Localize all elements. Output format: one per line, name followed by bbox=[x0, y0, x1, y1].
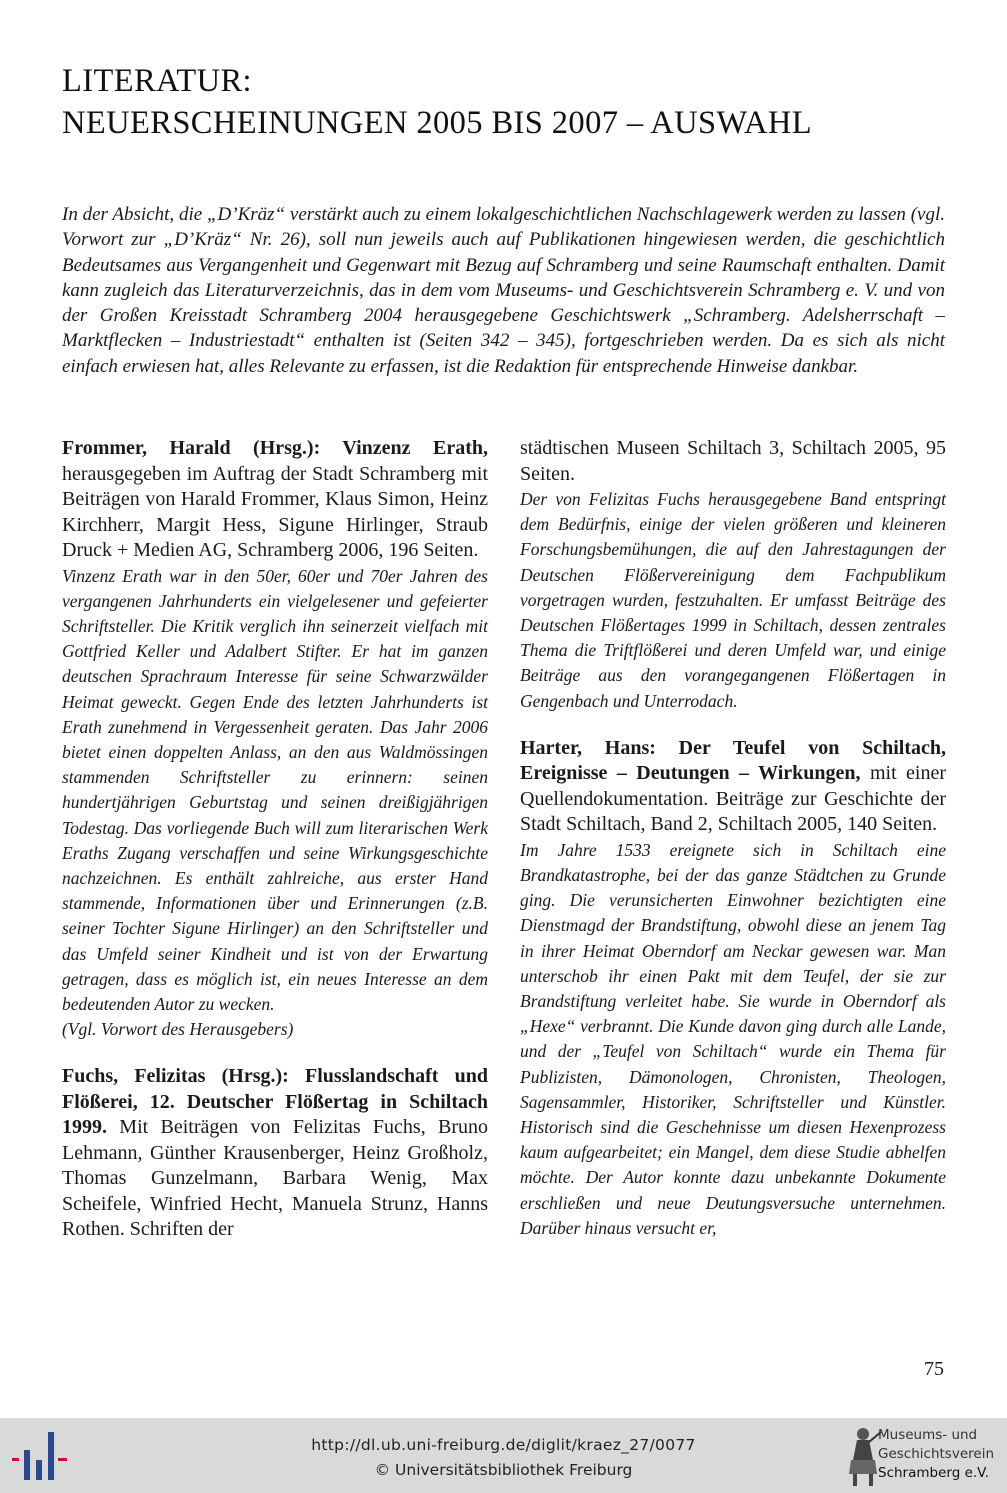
entry-heading bbox=[520, 736, 946, 838]
literature-entry-frommer bbox=[62, 436, 488, 1042]
literature-entry-harter bbox=[520, 736, 946, 1241]
entry-heading-rest: mit einer Quellendokumentation. Beiträge zur Geschichte der Stadt Schiltach, Band 2, Schiltach 2005, 140 Seiten. bbox=[520, 762, 947, 836]
title-line-2: NEUERSCHEINUNGEN 2005 BIS 2007 – AUSWAHL bbox=[62, 105, 812, 141]
page-title bbox=[62, 60, 952, 144]
horseman-figure-icon bbox=[843, 1424, 883, 1488]
org-line-1: Museums- und bbox=[878, 1427, 978, 1443]
museum-society-label bbox=[878, 1426, 1004, 1483]
footer-bar bbox=[0, 1418, 1007, 1493]
entry-description: Vinzenz Erath war in den 50er, 60er und 70er Jahren des vergangenen Jahrhunderts ein vielgelesener und gefeierter Schriftsteller. Die Kritik verglich ihn seinerzeit vielfach mit Gottfried Keller und Adalbert Stifter. Er hat im ganzen deutschen Sprachraum Interesse für seine Schwarzwälder Heimat geweckt. Gegen Ende des letzten Jahrhunderts ist Erath zunehmend in Vergessenheit geraten. Das Jahr 2006 bietet einen doppelten Anlass, an den aus Waldmössingen stammenden Schriftsteller zu erinnern: seinen hundertjährigen Geburtstag und seinen dreißigjährigen Todestag. Das vorliegende Buch will zum literarischen Werk Eraths Zugang verschaffen und seine Wirkungsgeschichte nachzeichnen. Es enthält zahlreiche, aus erster Hand stammende, Informationen über und Erinnerungen (z.B. seiner Tochter Sigune Hirlinger) an den Schriftsteller und das Umfeld seiner Kindheit und ist von der Erwartung getragen, dass es möglich ist, ein neues Interesse an dem bedeutenden Autor zu wecken. bbox=[62, 565, 488, 1014]
title-line-1: LITERATUR: bbox=[62, 63, 252, 99]
copyright-notice: © Universitätsbibliothek Freiburg bbox=[374, 1461, 633, 1479]
entry-heading-rest: herausgegeben im Auftrag der Stadt Schramberg mit Beiträgen von Harald Frommer, Klaus Simon, Heinz Kirchherr, Margit Hess, Sigune Hirlinger, Straub Druck + Medien AG, Schramberg 2006, 196 Seiten. bbox=[62, 462, 488, 561]
entry-heading bbox=[62, 1064, 488, 1243]
intro-paragraph: In der Absicht, die „D’Kräz“ verstärkt auch zu einem lokalgeschichtlichen Nachschlagewerk werden zu lassen (vgl. Vorwort zur „D’Kräz“ Nr. 26), soll nun jeweils auch auf Publikationen hingewiesen werden, die geschichtlich Bedeutsames aus Vergangenheit und Gegenwart mit Bezug auf Schramberg und seine Raumschaft enthalten. Damit kann zugleich das Literaturverzeichnis, das in dem vom Museums- und Geschichtsverein Schramberg e. V. und von der Großen Kreisstadt Schramberg 2004 herausgegebene Geschichtswerk „Schramberg. Adelsherrschaft – Marktflecken – Industriestadt“ enthalten ist (Seiten 342 – 345), fortgeschrieben werden. Da es sich als nicht einfach erwiesen hat, alles Relevante zu erfassen, ist die Redaktion für entsprechende Hinweise dankbar. bbox=[62, 204, 945, 377]
literature-entry-fuchs-continued bbox=[520, 436, 946, 714]
entry-description: Der von Felizitas Fuchs herausgegebene Band entspringt dem Bedürfnis, einige der vielen größeren und kleineren Forschungsbemühungen, die auf den Jahrestagungen der Deutschen Flößervereinigung dem Fachpublikum vorgetragen wurden, festzuhalten. Er umfasst Beiträge des Deutschen Flößertages 1999 in Schiltach, dessen zentrales Thema die Triftflößerei und deren Umfeld war, und einige Beiträge aus den vorangegangenen Flößertagen in Gengenbach und Unterrodach. bbox=[520, 489, 946, 711]
entry-note: (Vgl. Vorwort des Herausgebers) bbox=[62, 1019, 294, 1040]
entry-heading-bold: Frommer, Harald (Hrsg.): Vinzenz Erath, bbox=[62, 437, 488, 459]
left-column bbox=[62, 436, 488, 1265]
entry-description: Im Jahre 1533 ereignete sich in Schiltach eine Brandkatastrophe, bei der das ganze Städtchen zu Grunde ging. Die verunsicherten Einwohner bezichtigten eine Dienstmagd der Brandstiftung, obwohl diese an jenem Tag in ihrer Heimat Oberndorf am Neckar gewesen war. Man unterschob ihr einen Pakt mit dem Teufel, der sie zur Brandstiftung verleitet habe. Sie wurde in Oberndorf als „Hexe“ verbrannt. Die Kunde davon ging durch alle Lande, und der „Teufel von Schiltach“ wurde ein Thema für Publizisten, Dämonologen, Chronisten, Theologen, Sagensammler, Historiker, Schriftsteller und Künstler. Historisch sind die Geschehnisse um diesen Hexenprozess kaum aufgearbeitet; ein Mangel, dem diese Studie abhelfen möchte. Der Autor konnte dazu unbekannte Dokumente erschließen und neue Deutungsversuche unternehmen. Darüber hinaus versucht er, bbox=[520, 839, 946, 1238]
literature-entry-fuchs bbox=[62, 1064, 488, 1243]
entry-heading-bold: Harter, Hans: Der Teufel von Schiltach, Ereignisse – Deutungen – Wirkungen, bbox=[520, 736, 946, 785]
entry-heading-rest: Mit Beiträgen von Felizitas Fuchs, Bruno Lehmann, Günther Krausenberger, Heinz Großholz, Thomas Gunzelmann, Barbara Wenig, Max Scheifele, Winfried Hecht, Manuela Strunz, Hanns Rothen. Schriften der bbox=[62, 1116, 488, 1241]
entry-heading bbox=[62, 436, 488, 564]
entry-heading-bold: Fuchs, Felizitas (Hrsg.): Flusslandschaft und Flößerei, 12. Deutscher Flößertag in Schiltach 1999. bbox=[62, 1065, 488, 1139]
org-line-3: Schramberg e.V. bbox=[878, 1465, 989, 1481]
entry-heading-continued: städtischen Museen Schiltach 3, Schiltach 2005, 95 Seiten. bbox=[520, 437, 946, 485]
page-number: 75 bbox=[924, 1358, 944, 1380]
right-column bbox=[520, 436, 946, 1263]
document-url[interactable]: http://dl.ub.uni-freiburg.de/diglit/kraez_27/0077 bbox=[311, 1436, 696, 1454]
org-line-2: Geschichtsverein bbox=[878, 1446, 994, 1462]
